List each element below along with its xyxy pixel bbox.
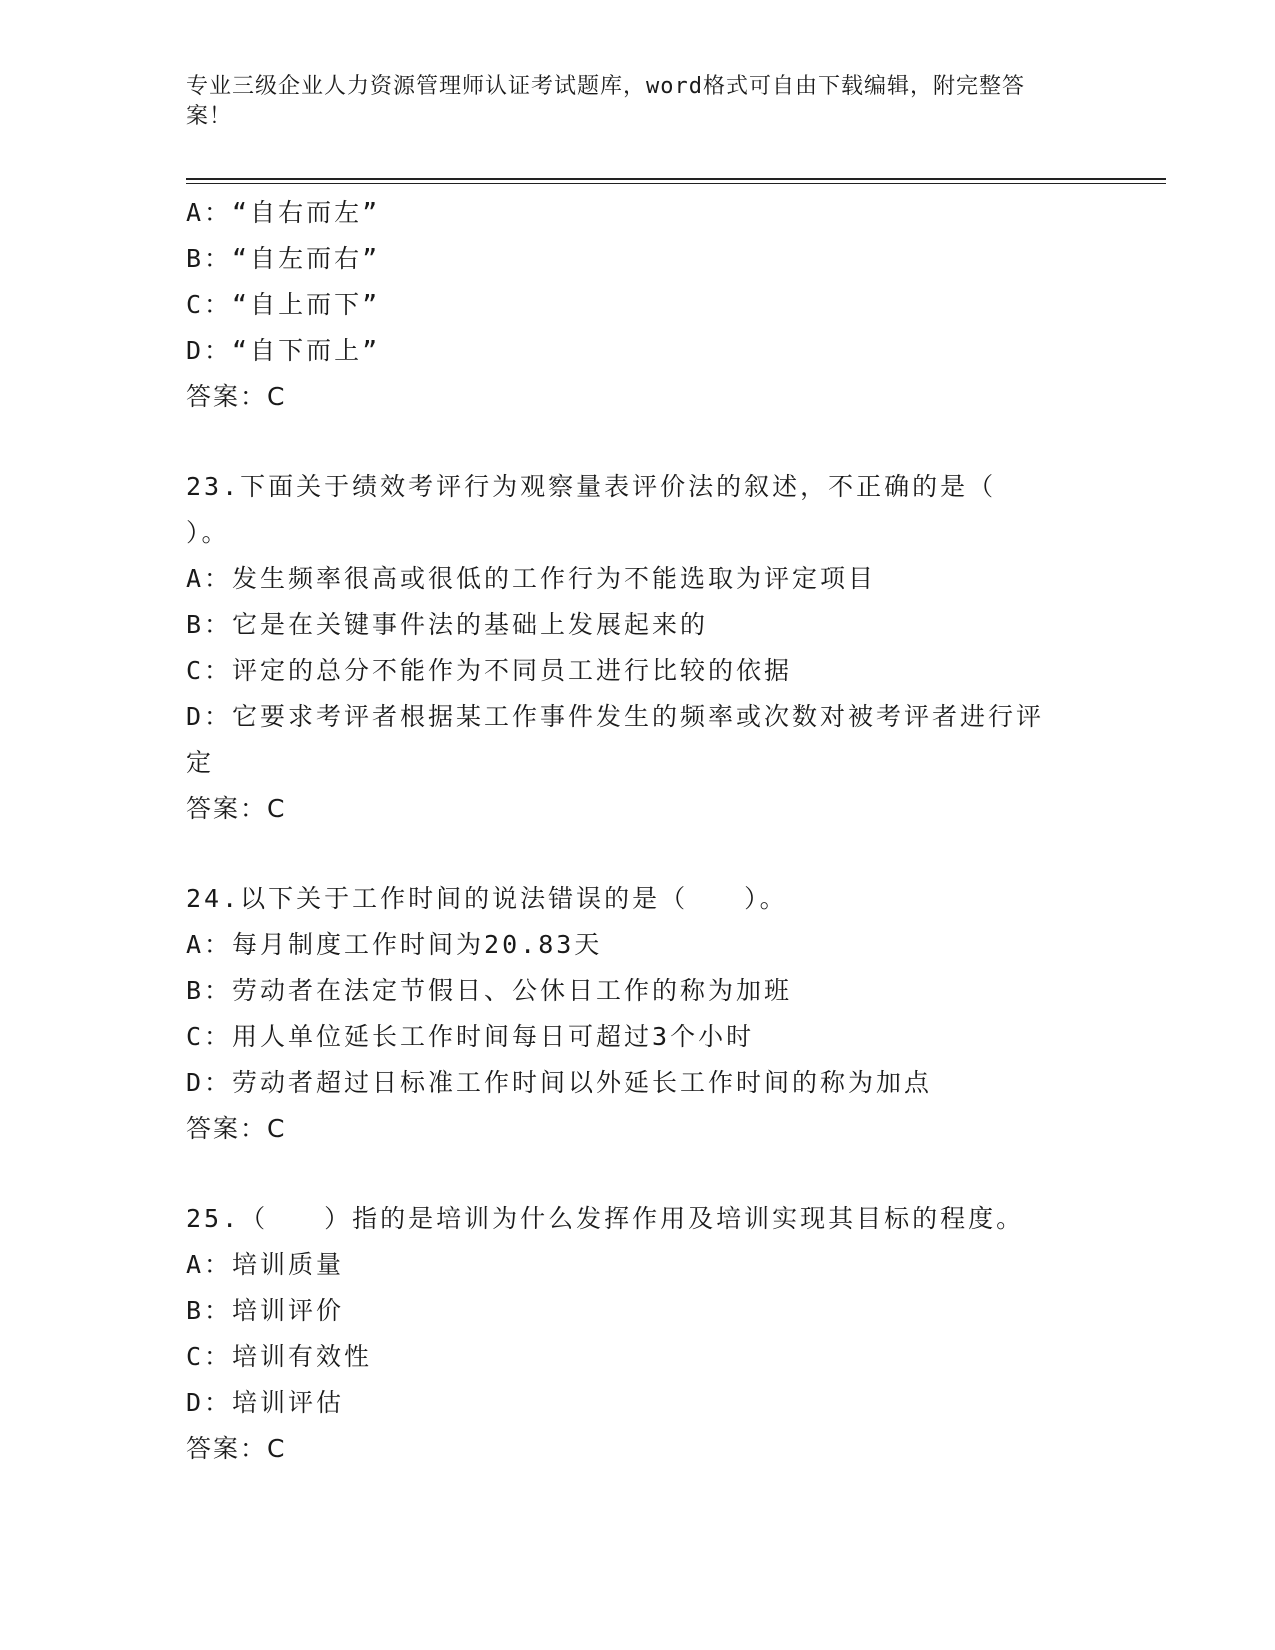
answer-25: 答案：C — [186, 1434, 287, 1463]
spacer — [186, 420, 1086, 464]
option-c: C：培训有效性 — [186, 1342, 373, 1371]
spacer — [186, 832, 1086, 876]
question-25 — [186, 1196, 1086, 1472]
option-d: D：培训评估 — [186, 1388, 345, 1417]
spacer — [186, 1152, 1086, 1196]
option-a: A：发生频率很高或很低的工作行为不能选取为评定项目 — [186, 564, 877, 593]
option-c: C：用人单位延长工作时间每日可超过3个小时 — [186, 1022, 755, 1051]
question-22 — [186, 190, 1086, 420]
document-header: 专业三级企业人力资源管理师认证考试题库，word格式可自由下载编辑，附完整答案！ — [186, 74, 1025, 129]
header-divider-thin — [186, 183, 1166, 184]
answer-23: 答案：C — [186, 794, 287, 823]
question-24 — [186, 876, 1086, 1152]
option-c: C：“自上而下” — [186, 290, 381, 319]
question-stem: 25.（ ）指的是培训为什么发挥作用及培训实现其目标的程度。 — [186, 1204, 1025, 1233]
question-stem: 24.以下关于工作时间的说法错误的是（ ）。 — [186, 884, 788, 913]
option-b: B：“自左而右” — [186, 244, 381, 273]
option-d: D：劳动者超过日标准工作时间以外延长工作时间的称为加点 — [186, 1068, 933, 1097]
option-a: A：培训质量 — [186, 1250, 345, 1279]
option-a: A：每月制度工作时间为20.83天 — [186, 930, 603, 959]
question-list — [186, 190, 1086, 1472]
option-b: B：劳动者在法定节假日、公休日工作的称为加班 — [186, 976, 793, 1005]
header-divider-thick — [186, 178, 1166, 180]
option-b: B：培训评价 — [186, 1296, 345, 1325]
question-23 — [186, 464, 1086, 832]
answer-24: 答案：C — [186, 1114, 287, 1143]
question-stem: 23.下面关于绩效考评行为观察量表评价法的叙述，不正确的是（ — [186, 472, 997, 501]
question-stem-continued: ）。 — [186, 518, 230, 547]
option-d: D：“自下而上” — [186, 336, 381, 365]
answer-22: 答案：C — [186, 382, 287, 411]
option-a: A：“自右而左” — [186, 198, 381, 227]
option-b: B：它是在关键事件法的基础上发展起来的 — [186, 610, 709, 639]
option-d: D：它要求考评者根据某工作事件发生的频率或次数对被考评者进行评定 — [186, 702, 1045, 777]
option-c: C：评定的总分不能作为不同员工进行比较的依据 — [186, 656, 793, 685]
